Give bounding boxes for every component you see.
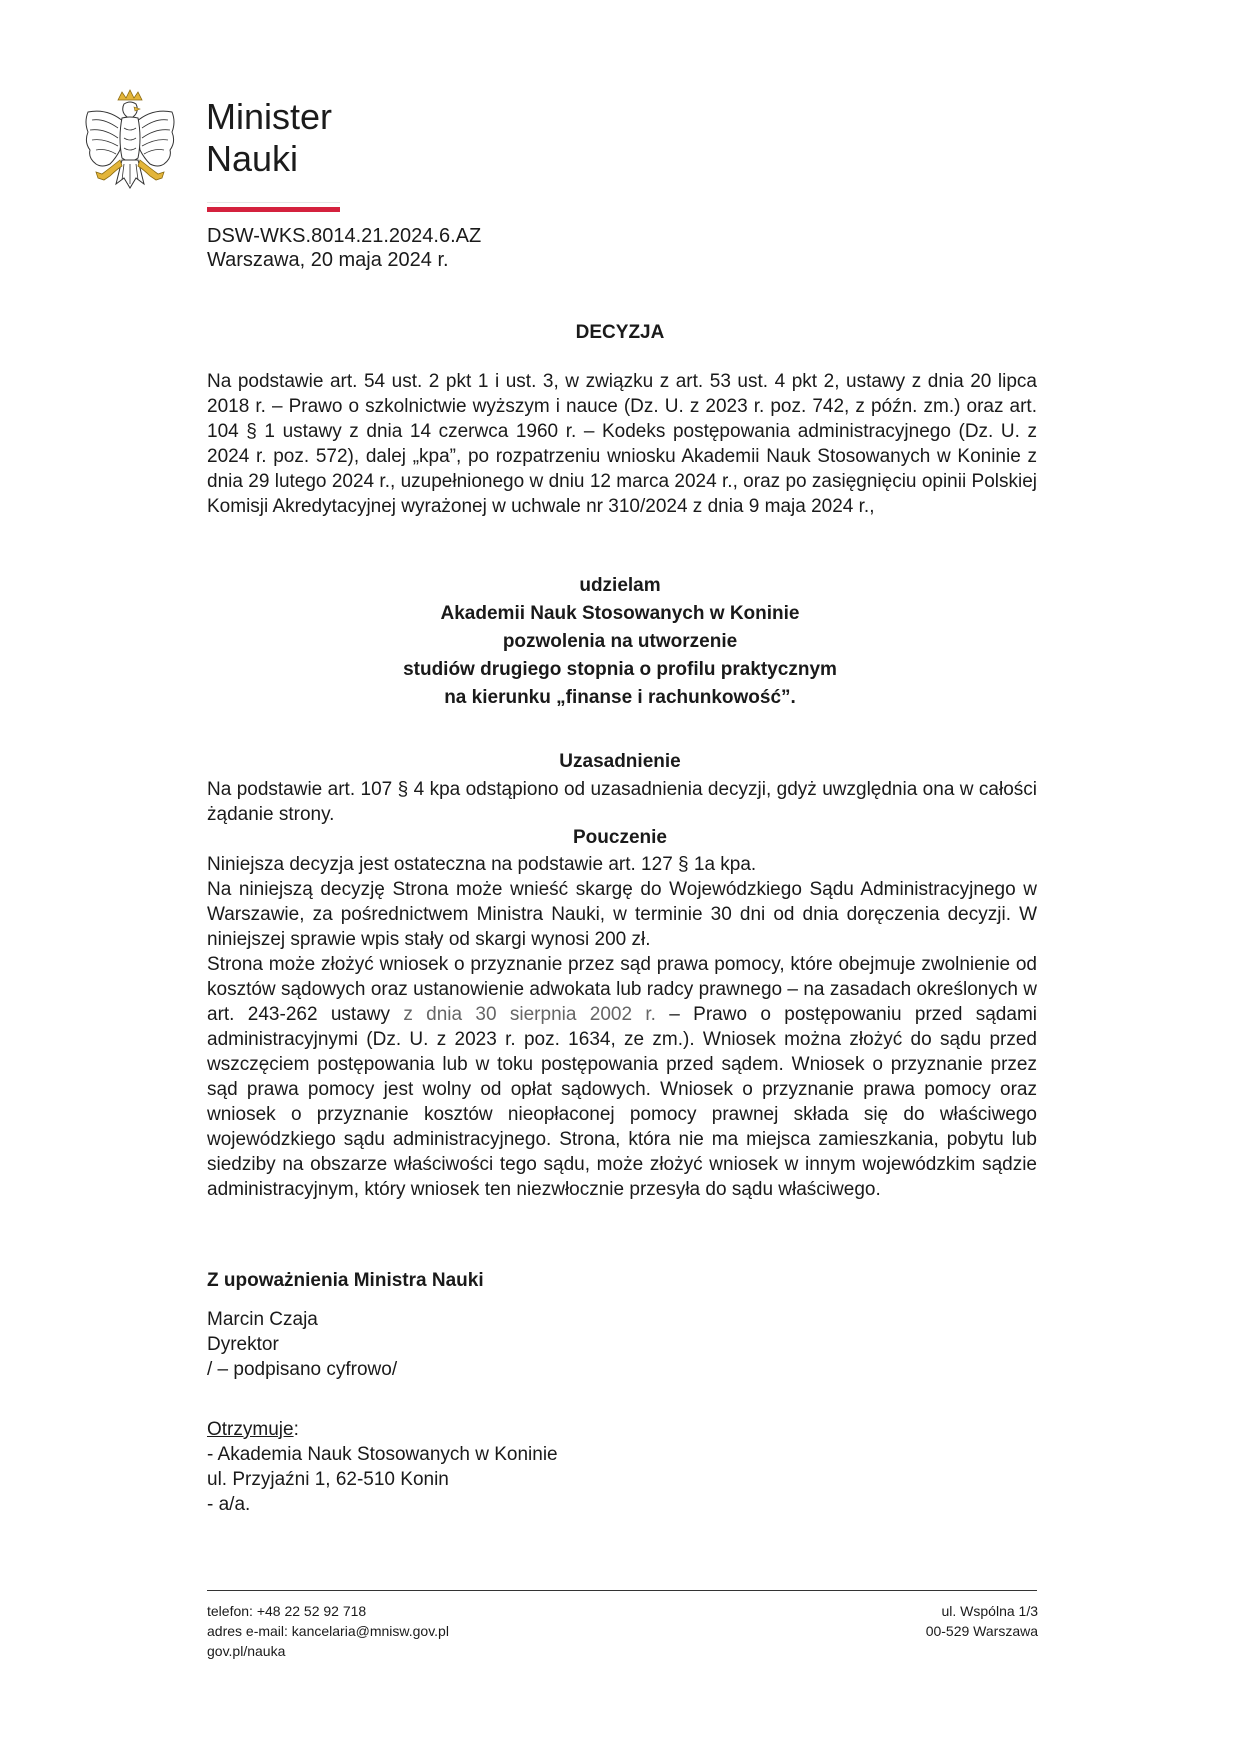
recipients-heading [207,1417,558,1442]
polish-eagle-emblem-icon [80,88,180,208]
instruction-para3-date: z dnia 30 sierpnia 2002 r. [403,1004,656,1025]
grant-line: Akademii Nauk Stosowanych w Koninie [440,603,800,624]
reference-block [207,224,481,272]
signature-note: / – podpisano cyfrowo/ [207,1359,398,1380]
ministry-title-line2: Nauki [206,138,299,179]
footer-divider [207,1590,1037,1591]
footer-city: 00-529 Warszawa [925,1623,1038,1639]
footer-web: gov.pl/nauka [207,1643,286,1659]
flag-bar [207,202,340,212]
footer-email: adres e-mail: kancelaria@mnisw.gov.pl [207,1623,449,1639]
instruction-heading: Pouczenie [573,827,667,848]
instruction-text [207,852,1037,1202]
instruction-para3-before: Strona może złożyć wniosek o przyznanie przez sąd prawa pomocy, które obejmuje zwolnienie od kosztów sądowych oraz ustanowienie adwokata lub radcy prawnego – na zasadach określonych w art. 243-262 ustawy [207,954,1037,1025]
grant-line: na kierunku „finanse i rachunkowość”. [444,687,796,708]
signature-authority: Z upoważnienia Ministra Nauki [207,1270,484,1291]
recipient-line: - Akademia Nauk Stosowanych w Koninie [207,1444,558,1465]
footer-address [926,1601,1038,1641]
justification-heading: Uzasadnienie [559,751,681,772]
recipients-block [207,1417,558,1517]
reference-number: DSW-WKS.8014.21.2024.6.AZ [207,225,482,247]
decision-intro: Na podstawie art. 54 ust. 2 pkt 1 i ust. 3, w związku z art. 53 ust. 4 pkt 2, ustawy z dnia 20 lipca 2018 r. – Prawo o szkolnictwie wyższym i nauce (Dz. U. z 2023 r. poz. 742, z późn. zm.) oraz art. 104 § 1 ustawy z dnia 14 czerwca 1960 r. – Kodeks postępowania administracyjnego (Dz. U. z 2024 r. poz. 572), dalej „kpa”, po rozpatrzeniu wniosku Akademii Nauk Stosowanych w Koninie z dnia 29 lutego 2024 r., uzupełnionego w dniu 12 marca 2024 r., oraz po zasięgnięciu opinii Polskiej Komisji Akredytacyjnej wyrażonej w uchwale nr 310/2024 z dnia 9 maja 2024 r., [207,371,1037,517]
grant-block [0,572,1240,712]
recipients-label: Otrzymuje [207,1419,294,1440]
signatory-position: Dyrektor [207,1334,279,1355]
grant-line: pozwolenia na utworzenie [502,631,738,652]
footer-contact [207,1601,449,1661]
footer-street: ul. Wspólna 1/3 [941,1603,1038,1619]
grant-line: udzielam [579,575,661,596]
ministry-title-line1: Minister [206,96,333,137]
instruction-para2: Na niniejszą decyzję Strona może wnieść skargę do Wojewódzkiego Sądu Administracyjnego w Warszawie, za pośrednictwem Ministra Nauki, w terminie 30 dni od dnia doręczenia decyzji. W niniejszej sprawie wpis stały od skargi wynosi 200 zł. [207,879,1037,950]
recipients-colon: : [293,1419,299,1440]
instruction-para3 [207,952,1037,1202]
place-date: Warszawa, 20 maja 2024 r. [207,249,449,271]
signature-block [207,1307,397,1382]
instruction-para3-after: – Prawo o postępowaniu przed sądami administracyjnymi (Dz. U. z 2023 r. poz. 1634, ze zm.). Wniosek można złożyć do sądu przed wszczęciem postępowania lub w toku postępowania przed sądem. Wniosek o przyznanie przez sąd prawa pomocy jest wolny od opłat sądowych. Wniosek o przyznanie prawa pomocy oraz wniosek o przyznanie kosztów nieopłaconej pomocy prawnej składa się do właściwego wojewódzkiego sądu administracyjnego. Strona, która nie ma miejsca zamieszkania, pobytu lub siedziby na obszarze właściwości tego sądu, może złożyć wniosek w innym wojewódzkim sądzie administracyjnym, który wniosek ten niezwłocznie przesyła do sądu właściwego. [207,1004,1037,1200]
flag-red-stripe [207,207,340,212]
signatory-name: Marcin Czaja [207,1309,318,1330]
grant-line: studiów drugiego stopnia o profilu praktycznym [403,659,837,680]
justification-text: Na podstawie art. 107 § 4 kpa odstąpiono od uzasadnienia decyzji, gdyż uwzględnia ona w całości żądanie strony. [207,779,1037,825]
recipient-line: ul. Przyjaźni 1, 62-510 Konin [207,1469,449,1490]
decision-title: DECYZJA [575,322,665,343]
footer-phone: telefon: +48 22 52 92 718 [207,1603,367,1619]
recipient-line: - a/a. [207,1494,251,1515]
ministry-title [206,96,332,180]
instruction-line1: Niniejsza decyzja jest ostateczna na podstawie art. 127 § 1a kpa. [207,854,757,875]
